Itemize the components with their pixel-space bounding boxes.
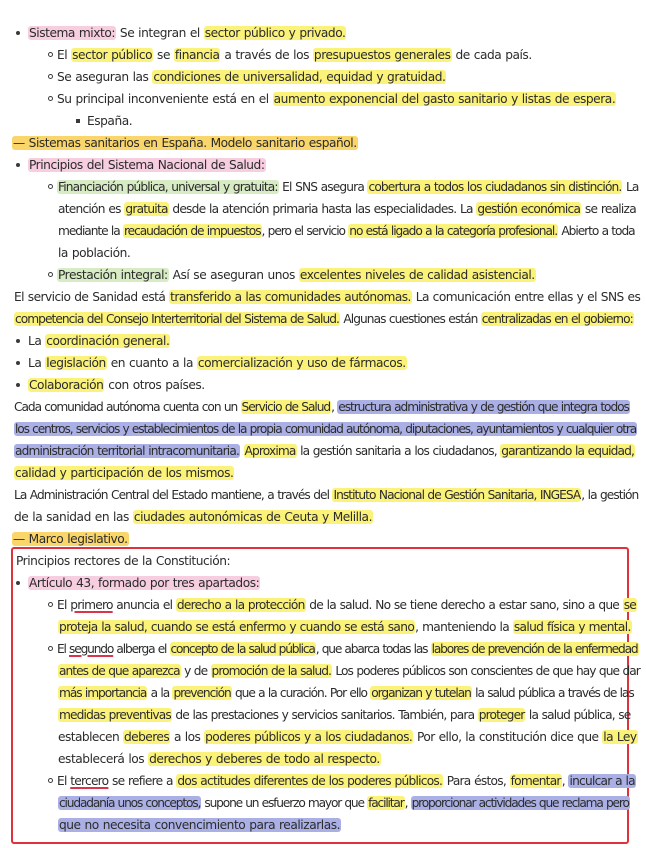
list-item: Financiación pública, universal y gratuita: El SNS asegura cobertura a todos los ciudadanos sin distinción. La — [48, 176, 639, 198]
text-line: Principios rectores de la Constitución: — [16, 554, 231, 568]
bullet-icon — [16, 581, 20, 585]
list-item: El segundo alberga el concepto de la salud pública, que abarca todas las labores de prevención de la enfermedad — [48, 638, 639, 660]
text-line: más importancia a la prevención que a la curación. Por ello organizan y tutelan la salud pública a través de las — [59, 686, 634, 700]
bullet-icon — [16, 339, 20, 343]
bullet-icon — [16, 31, 20, 35]
text-line: proteja la salud, cuando se está enfermo y cuando se está sano, manteniendo la salud física y mental. — [59, 620, 631, 634]
text-line: antes de que aparezca y de promoción de la salud. Los poderes públicos son conscientes de que hay que dar — [59, 664, 640, 678]
list-item: Colaboración con otros países. — [18, 374, 205, 396]
list-item: Principios del Sistema Nacional de Salud: — [18, 154, 266, 176]
text-line: establecen deberes a los poderes públicos y a los ciudadanos. Por ello, la constitución dice que la Ley — [58, 730, 637, 744]
circle-bullet-icon — [48, 74, 53, 79]
text-line: competencia del Consejo Interterritorial del Sistema de Salud. Algunas cuestiones están centralizadas en el gobierno: — [15, 312, 633, 326]
text-line: El servicio de Sanidad está transferido a las comunidades autónomas. La comunicación entre ellas y el SNS es — [14, 290, 641, 304]
circle-bullet-icon — [48, 52, 53, 57]
bullet-icon — [16, 163, 20, 167]
circle-bullet-icon — [48, 184, 53, 189]
bullet-icon — [16, 383, 20, 387]
list-item: La legislación en cuanto a la comercialización y uso de fármacos. — [18, 352, 407, 374]
text-line: ciudadanía unos conceptos, supone un esfuerzo mayor que facilitar, proporcionar actividades que reclama pero — [59, 796, 629, 810]
highlight: sector público y privado. — [204, 26, 346, 40]
list-item: España. — [76, 110, 132, 132]
circle-bullet-icon — [48, 602, 53, 607]
section-heading: — Marco legislativo. — [13, 532, 128, 546]
text-line: los centros, servicios y establecimientos de la propia comunidad autónoma, diputaciones, ayuntamientos y cualquier otra — [15, 422, 637, 436]
list-item: Prestación integral: Así se aseguran unos excelentes niveles de calidad asistencial. — [48, 264, 536, 286]
circle-bullet-icon — [48, 272, 53, 277]
text-line: medidas preventivas de las prestaciones y servicios sanitarios. También, para proteger la salud pública, se — [59, 708, 631, 722]
list-item: La coordinación general. — [18, 330, 170, 352]
bullet-icon — [16, 361, 20, 365]
text-line: que no necesita convencimiento para realizarlas. — [59, 818, 341, 832]
list-item: Sistema mixto: Se integran el sector público y privado. — [18, 22, 346, 44]
text-line: calidad y participación de los mismos. — [15, 466, 234, 480]
list-item: Su principal inconveniente está en el aumento exponencial del gasto sanitario y listas de espera. — [48, 88, 616, 110]
text-line: Cada comunidad autónoma cuenta con un Servicio de Salud, estructura administrativa y de gestión que integra todos — [14, 400, 629, 414]
text-line: establecerá los derechos y deberes de todo al respecto. — [58, 752, 380, 766]
text-line: administración territorial intracomunitaria. Aproxima la gestión sanitaria a los ciudadanos, garantizando la equidad, — [15, 444, 635, 458]
section-heading: — Sistemas sanitarios en España. Modelo sanitario español. — [13, 136, 357, 150]
list-item: Se aseguran las condiciones de universalidad, equidad y gratuidad. — [48, 66, 446, 88]
text-line: la población. — [58, 246, 131, 260]
circle-bullet-icon — [48, 96, 53, 101]
text-line: atención es gratuita desde la atención primaria hasta las especialidades. La gestión económica se realiza — [58, 202, 636, 216]
circle-bullet-icon — [48, 778, 53, 783]
text-line: mediante la recaudación de impuestos, pero el servicio no está ligado a la categoría profesional. Abierto a toda — [58, 224, 635, 238]
list-item: El sector público se financia a través de los presupuestos generales de cada país. — [48, 44, 532, 66]
list-item: Artículo 43, formado por tres apartados: — [18, 572, 260, 594]
square-bullet-icon — [76, 119, 80, 123]
list-item: El tercero se refiere a dos actitudes diferentes de los poderes públicos. Para éstos, fomentar, inculcar a la — [48, 770, 636, 792]
text-line: La Administración Central del Estado mantiene, a través del Instituto Nacional de Gestión Sanitaria, INGESA, la gestión — [14, 488, 639, 502]
circle-bullet-icon — [48, 646, 53, 651]
term-label: Sistema mixto: — [29, 26, 115, 40]
text-line: de la sanidad en las ciudades autonómicas de Ceuta y Melilla. — [14, 510, 372, 524]
list-item: El primero anuncia el derecho a la protección de la salud. No se tiene derecho a estar sano, sino a que se — [48, 594, 637, 616]
